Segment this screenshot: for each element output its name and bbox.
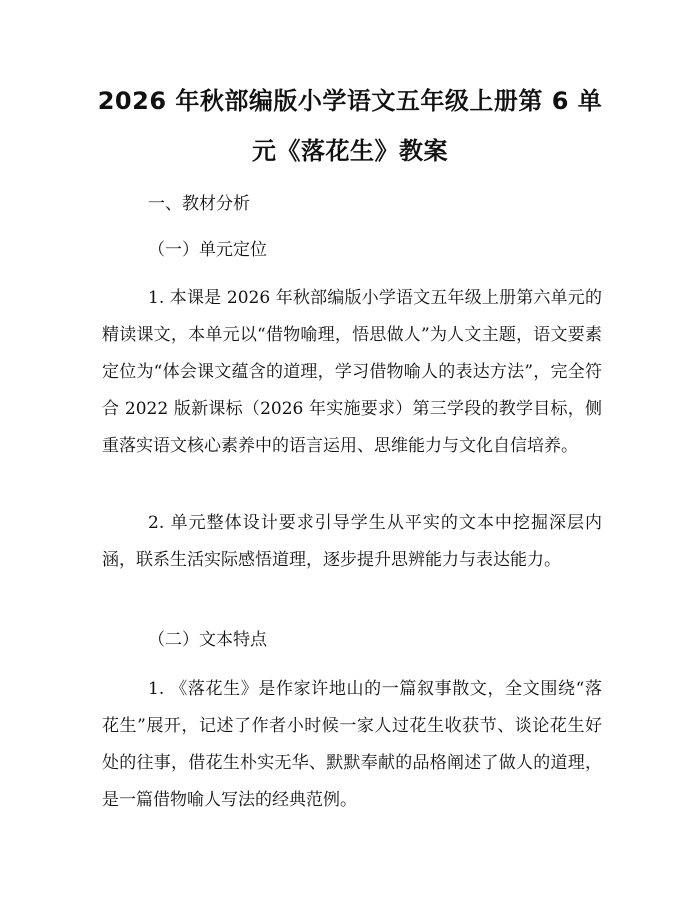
paragraph-unit-positioning-2: 2. 单元整体设计要求引导学生从平实的文本中挖掘深层内涵，联系生活实际感悟道理，逐步提升思辨能力与表达能力。: [102, 513, 602, 570]
subsection-heading-text-features: （二）文本特点: [148, 630, 267, 650]
section-heading-teaching-material-analysis: 一、教材分析: [148, 194, 250, 214]
subsection-heading-unit-positioning: （一）单元定位: [148, 240, 267, 260]
document-title-line1: 2026 年秋部编版小学语文五年级上册第 6 单: [97, 87, 603, 115]
document-title-line2: 元《落花生》教案: [252, 137, 448, 165]
paragraph-text-features-1: 1. 《落花生》是作家许地山的一篇叙事散文，全文围绕“落花生”展开，记述了作者小时候一家人过花生收获节、谈论花生好处的往事，借花生朴实无华、默默奉献的品格阐述了做人的道理，是一篇借物喻人写法的经典范例。: [102, 679, 602, 810]
paragraph-unit-positioning-1: 1. 本课是 2026 年秋部编版小学语文五年级上册第六单元的精读课文，本单元以“借物喻理，悟思做人”为人文主题，语文要素定位为“体会课文蕴含的道理，学习借物喻人的表达方法”，完全符合 2022 版新课标（2026 年实施要求）第三学段的教学目标，侧重落实语文核心素养中的语言运用、思维能力与文化自信培养。: [102, 288, 602, 456]
